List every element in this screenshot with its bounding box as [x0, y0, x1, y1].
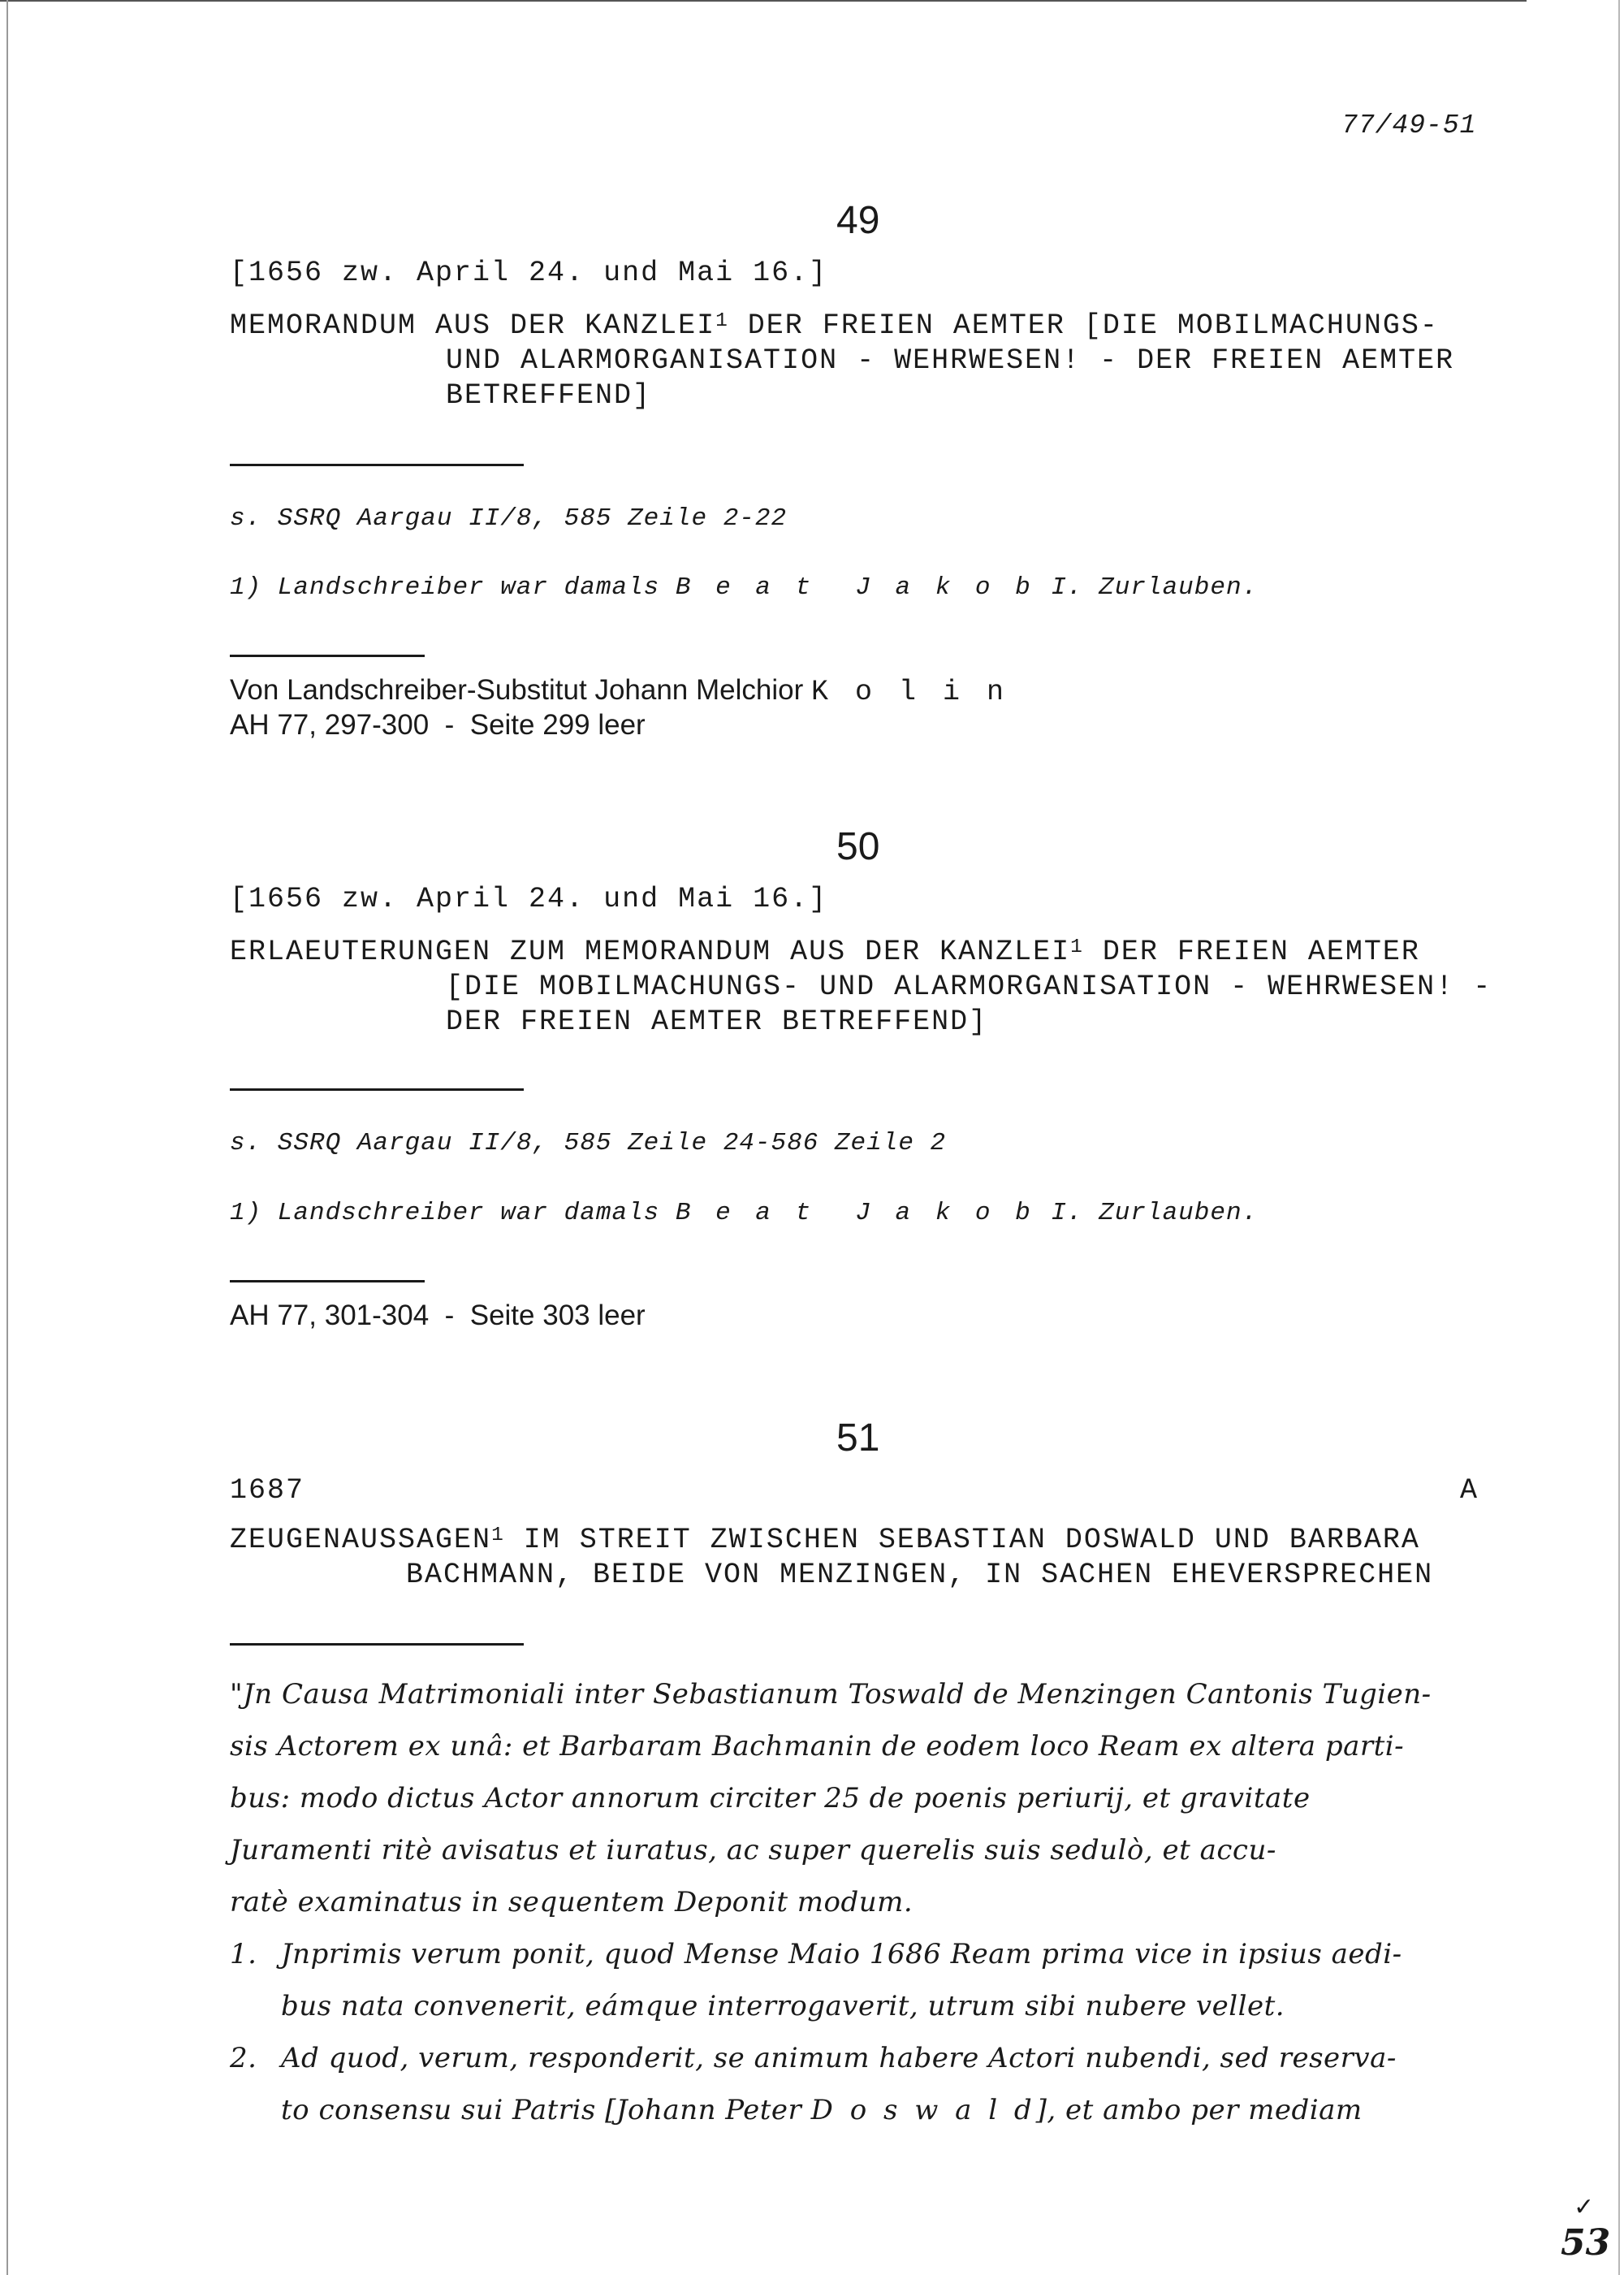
entry-51-title-line2: BACHMANN, BEIDE VON MENZINGEN, IN SACHEN EHEVERSPRECHEN — [406, 1559, 1434, 1591]
entry-49-date: [1656 zw. April 24. und Mai 16.] — [230, 257, 828, 289]
entry-number-50: 50 — [836, 825, 880, 868]
entry-49-title-line3: BETREFFEND] — [446, 379, 652, 412]
footnote-suffix: I. Zurlauben. — [1034, 573, 1259, 602]
latin-line: sis Actorem ex unâ: et Barbaram Bachmanin de eodem loco Ream ex altera parti- — [230, 1730, 1405, 1762]
item-1-line1: Jnprimis verum ponit, quod Mense Maio 1686 Ream prima vice in ipsius aedi- — [281, 1938, 1402, 1970]
entry-51-title-part1: ZEUGENAUSSAGEN — [230, 1524, 492, 1556]
entry-51-date: 1687 — [230, 1474, 305, 1507]
latin-line: Juramenti ritè avisatus et iuratus, ac super querelis suis sedulò, et accu- — [230, 1834, 1276, 1866]
entry-50-title-part1: ERLAEUTERUNGEN ZUM MEMORANDUM AUS DER KANZLEI — [230, 936, 1071, 968]
entry-50-title-line1 — [230, 936, 1420, 968]
footnote-name: B e a t J a k o b — [675, 1199, 1035, 1227]
footnote-name: B e a t J a k o b — [675, 573, 1035, 602]
item-2-name: D o s w a l d — [810, 2094, 1036, 2126]
item-number: 1. — [230, 1938, 257, 1970]
entry-50-footnote — [230, 1199, 1258, 1227]
divider-rule — [230, 655, 425, 657]
entry-49-title-line1 — [230, 309, 1439, 342]
check-mark: ✓ — [1574, 2193, 1595, 2221]
entry-49-source-line2: AH 77, 297-300 - Seite 299 leer — [230, 709, 646, 741]
entry-number-49: 49 — [836, 199, 880, 242]
divider-rule — [230, 1280, 425, 1282]
divider-rule — [230, 464, 524, 466]
entry-49-source-line1 — [230, 674, 1009, 708]
latin-line: ratè examinatus in sequentem Deponit modum. — [230, 1886, 914, 1918]
item-2-line2 — [281, 2094, 1363, 2126]
entry-50-date: [1656 zw. April 24. und Mai 16.] — [230, 883, 828, 915]
divider-rule — [230, 1643, 524, 1646]
entry-49-footnote — [230, 573, 1258, 602]
entry-51-title-line1 — [230, 1524, 1420, 1556]
item-number: 2. — [230, 2042, 257, 2074]
item-2-line1: Ad quod, verum, responderit, se animum habere Actori nubendi, sed reserva- — [281, 2042, 1397, 2074]
source-prefix: Von Landschreiber-Substitut Johann Melchior — [230, 674, 811, 706]
scan-right-border — [1618, 0, 1620, 2275]
footnote-marker: 1 — [1070, 936, 1084, 959]
entry-50-source-line: AH 77, 301-304 - Seite 303 leer — [230, 1300, 646, 1331]
item-1-line2: bus nata convenerit, eámque interrogaverit, utrum sibi nubere vellet. — [281, 1990, 1285, 2022]
entry-50-reference: s. SSRQ Aargau II/8, 585 Zeile 24-586 Zeile 2 — [230, 1129, 947, 1157]
footnote-marker: 1 — [491, 1525, 505, 1547]
latin-line: bus: modo dictus Actor annorum circiter 25 de poenis periurij, et gravitate — [230, 1782, 1311, 1814]
item-2-suffix: ], et ambo per mediam — [1035, 2094, 1363, 2126]
entry-49-title-line2: UND ALARMORGANISATION - WEHRWESEN! - DER FREIEN AEMTER — [446, 344, 1455, 377]
entry-49-title-part1: MEMORANDUM AUS DER KANZLEI — [230, 309, 716, 342]
footnote-marker: 1 — [715, 310, 729, 333]
entry-50-title-line3: DER FREIEN AEMTER BETREFFEND] — [446, 1006, 988, 1038]
scan-left-border — [6, 0, 8, 2275]
divider-rule — [230, 1088, 524, 1091]
footnote-suffix: I. Zurlauben. — [1034, 1199, 1259, 1227]
folio-number: 53 — [1561, 2222, 1611, 2264]
footnote-prefix: 1) Landschreiber war damals — [230, 1199, 676, 1227]
entry-49-reference: s. SSRQ Aargau II/8, 585 Zeile 2-22 — [230, 504, 788, 533]
entry-50-title-part2: DER FREIEN AEMTER — [1083, 936, 1420, 968]
entry-51-title-part2: IM STREIT ZWISCHEN SEBASTIAN DOSWALD UND BARBARA — [504, 1524, 1420, 1556]
scan-top-border — [0, 0, 1527, 2]
source-name: K o l i n — [810, 676, 1009, 708]
footnote-prefix: 1) Landschreiber war damals — [230, 573, 676, 602]
latin-line: "Jn Causa Matrimoniali inter Sebastianum Toswald de Menzingen Cantonis Tugien- — [230, 1678, 1432, 1711]
entry-number-51: 51 — [836, 1416, 880, 1460]
entry-49-title-part2: DER FREIEN AEMTER [DIE MOBILMACHUNGS- — [728, 309, 1439, 342]
entry-50-title-line2: [DIE MOBILMACHUNGS- UND ALARMORGANISATION - WEHRWESEN! - — [446, 971, 1492, 1003]
item-2-prefix: to consensu sui Patris [Johann Peter — [281, 2094, 811, 2126]
entry-51-marker: A — [1460, 1474, 1479, 1507]
page-reference: 77/49-51 — [1341, 110, 1477, 141]
